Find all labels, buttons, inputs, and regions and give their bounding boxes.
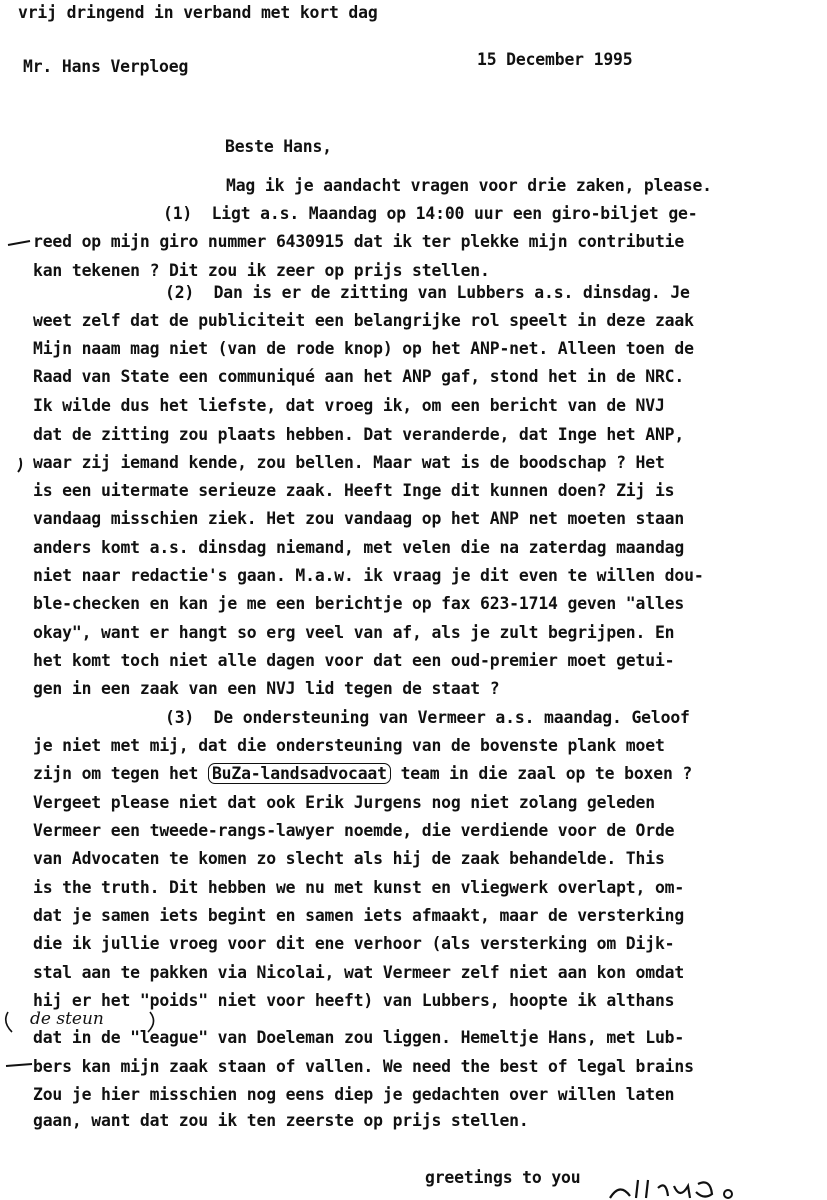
- letter-date: 15 December 1995: [477, 50, 633, 69]
- body-line: Raad van State een communiqué aan het ANP gaf, stond het in de NRC.: [33, 367, 685, 386]
- body-line: waar zij iemand kende, zou bellen. Maar wat is de boodschap ? Het: [33, 453, 665, 472]
- body-line: dat je samen iets begint en samen iets afmaakt, maar de versterking: [33, 906, 685, 925]
- body-line: gen in een zaak van een NVJ lid tegen de staat ?: [33, 679, 500, 698]
- body-line: weet zelf dat de publiciteit een belangrijke rol speelt in deze zaak: [33, 311, 694, 330]
- body-line: kan tekenen ? Dit zou ik zeer op prijs stellen.: [33, 261, 490, 280]
- body-line: stal aan te pakken via Nicolai, wat Vermeer zelf niet aan kon omdat: [33, 963, 685, 982]
- body-line: (3) De ondersteuning van Vermeer a.s. maandag. Geloof: [165, 708, 690, 727]
- body-line: anders komt a.s. dinsdag niemand, met velen die na zaterdag maandag: [33, 538, 685, 557]
- body-line: hij er het "poids" niet voor heeft) van Lubbers, hoopte ik althans: [33, 991, 675, 1010]
- body-line: Mijn naam mag niet (van de rode knop) op het ANP-net. Alleen toen de: [33, 339, 694, 358]
- handwritten-note: de steun: [30, 1009, 104, 1029]
- body-line: [33, 764, 692, 784]
- closing: greetings to you: [425, 1168, 581, 1187]
- body-line: niet naar redactie's gaan. M.a.w. ik vraag je dit even te willen dou-: [33, 566, 704, 585]
- body-line: die ik jullie vroeg voor dit ene verhoor (als versterking om Dijk-: [33, 934, 675, 953]
- body-line: gaan, want dat zou ik ten zeerste op prijs stellen.: [33, 1111, 529, 1130]
- body-line: Zou je hier misschien nog eens diep je gedachten over willen laten: [33, 1085, 675, 1104]
- body-line: ble-checken en kan je me een berichtje op fax 623-1714 geven "alles: [33, 594, 685, 613]
- body-line: is the truth. Dit hebben we nu met kunst en vliegwerk overlapt, om-: [33, 878, 685, 897]
- body-line: (1) Ligt a.s. Maandag op 14:00 uur een giro-biljet ge-: [163, 204, 698, 223]
- body-line: bers kan mijn zaak staan of vallen. We need the best of legal brains: [33, 1057, 694, 1076]
- body-line: je niet met mij, dat die ondersteuning van de bovenste plank moet: [33, 736, 665, 755]
- circled-term: BuZa-landsadvocaat: [208, 763, 391, 784]
- recipient: Mr. Hans Verploeg: [23, 57, 189, 76]
- signature: [600, 1176, 815, 1200]
- body-line: Vermeer een tweede-rangs-lawyer noemde, die verdiende voor de Orde: [33, 821, 675, 840]
- body-line: van Advocaten te komen zo slecht als hij de zaak behandelde. This: [33, 849, 665, 868]
- body-line: het komt toch niet alle dagen voor dat een oud-premier moet getui-: [33, 651, 675, 670]
- body-line: (2) Dan is er de zitting van Lubbers a.s. dinsdag. Je: [165, 283, 690, 302]
- body-line: is een uitermate serieuze zaak. Heeft Inge dit kunnen doen? Zij is: [33, 481, 675, 500]
- urgency-note: vrij dringend in verband met kort dag: [18, 3, 378, 22]
- body-line-start: zijn om tegen het: [33, 764, 208, 783]
- body-line: dat de zitting zou plaats hebben. Dat veranderde, dat Inge het ANP,: [33, 425, 685, 444]
- salutation: Beste Hans,: [225, 137, 332, 156]
- body-line: okay", want er hangt so erg veel van af, als je zult begrijpen. En: [33, 623, 675, 642]
- body-line: reed op mijn giro nummer 6430915 dat ik ter plekke mijn contributie: [33, 232, 685, 251]
- body-line: Ik wilde dus het liefste, dat vroeg ik, om een bericht van de NVJ: [33, 396, 665, 415]
- body-line: Vergeet please niet dat ook Erik Jurgens nog niet zolang geleden: [33, 793, 655, 812]
- body-line: Mag ik je aandacht vragen voor drie zaken, please.: [226, 176, 712, 195]
- body-line-end: team in die zaal op te boxen ?: [390, 764, 693, 783]
- body-line: vandaag misschien ziek. Het zou vandaag op het ANP net moeten staan: [33, 509, 685, 528]
- body-line: dat in de "league" van Doeleman zou liggen. Hemeltje Hans, met Lub-: [33, 1028, 685, 1047]
